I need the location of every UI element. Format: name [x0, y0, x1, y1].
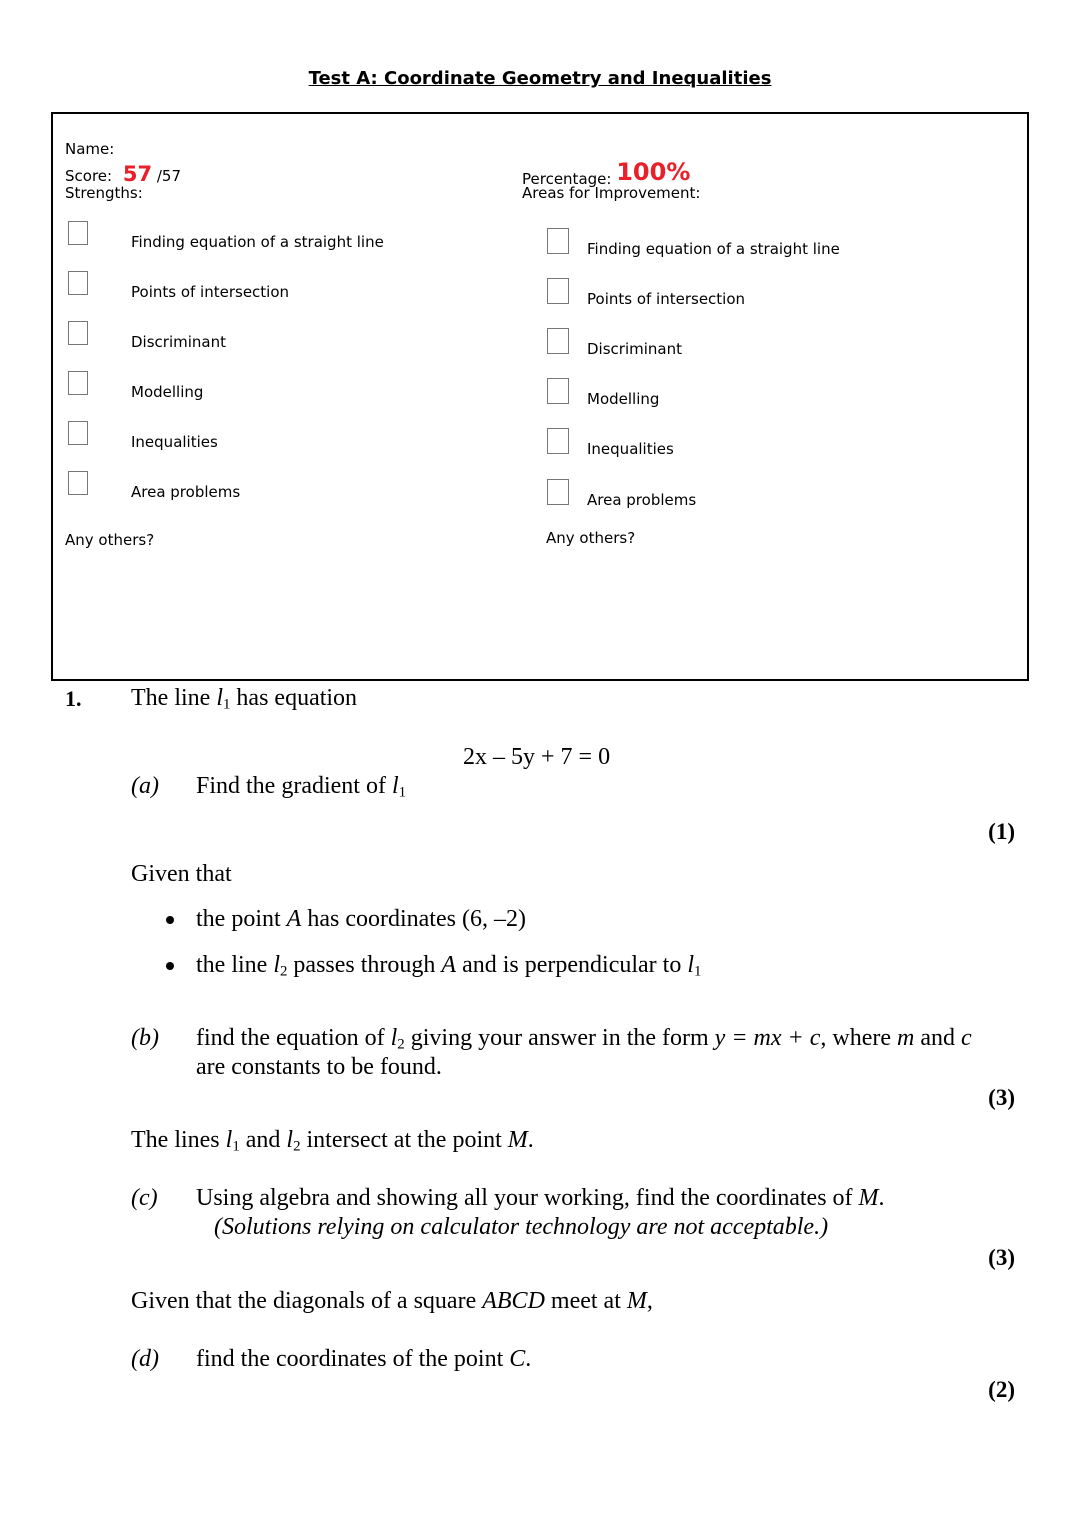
score-label: Score: — [65, 167, 113, 185]
improvement-checkbox-4[interactable] — [547, 378, 569, 404]
improvement-checkbox-3[interactable] — [547, 328, 569, 354]
improvement-checkbox-6[interactable] — [547, 479, 569, 505]
part-d-text: find the coordinates of the point C. — [196, 1346, 532, 1372]
strength-topic-4: Modelling — [131, 383, 204, 401]
strength-checkbox-3[interactable] — [68, 321, 88, 345]
score-row — [65, 162, 181, 186]
part-b-text: find the equation of $l_2$ giving your answer in the form y = mx + c, where m and c — [196, 1025, 972, 1053]
part-a-label: (a) — [131, 773, 159, 799]
improvement-topic-1: Finding equation of a straight line — [587, 240, 840, 258]
part-b-label: (b) — [131, 1025, 159, 1051]
improvement-any-others: Any others? — [546, 529, 636, 547]
name-label: Name: — [65, 140, 115, 158]
line-equation: 2x – 5y + 7 = 0 — [463, 744, 611, 770]
square-statement: Given that the diagonals of a square ABCD meet at M, — [131, 1288, 653, 1314]
bullet-1: the point A has coordinates (6, –2) — [196, 906, 526, 932]
improvement-topic-4: Modelling — [587, 390, 660, 408]
page-title: Test A: Coordinate Geometry and Inequalities — [308, 68, 772, 89]
strength-topic-1: Finding equation of a straight line — [131, 233, 384, 251]
strength-checkbox-2[interactable] — [68, 271, 88, 295]
given-that: Given that — [131, 861, 232, 887]
percentage-label: Percentage: — [522, 170, 612, 188]
strengths-any-others: Any others? — [65, 531, 155, 549]
score-value: 57 — [122, 162, 153, 186]
part-b-marks: (3) — [988, 1085, 1015, 1110]
improvement-checkbox-1[interactable] — [547, 228, 569, 254]
improvement-checkbox-5[interactable] — [547, 428, 569, 454]
part-a-text: Find the gradient of $l_1$ — [196, 773, 407, 801]
part-a-marks: (1) — [988, 819, 1015, 844]
part-d-marks: (2) — [988, 1377, 1015, 1402]
strength-checkbox-5[interactable] — [68, 421, 88, 445]
intersection-statement: The lines $l_1$ and $l_2$ intersect at the point M. — [131, 1127, 534, 1155]
bullet-point-icon — [166, 962, 174, 970]
strength-checkbox-6[interactable] — [68, 471, 88, 495]
strength-checkbox-1[interactable] — [68, 221, 88, 245]
strength-topic-5: Inequalities — [131, 433, 218, 451]
improvement-topic-2: Points of intersection — [587, 290, 746, 308]
question-intro: The line $l_1$ has equation — [131, 685, 358, 713]
part-b-text-line2: are constants to be found. — [196, 1054, 442, 1080]
improvement-topic-5: Inequalities — [587, 440, 674, 458]
strength-topic-6: Area problems — [131, 483, 241, 501]
improvement-topic-6: Area problems — [587, 491, 697, 509]
part-c-label: (c) — [131, 1185, 158, 1211]
bullet-2: the line $l_2$ passes through A and is perpendicular to $l_1$ — [196, 952, 702, 980]
part-c-marks: (3) — [988, 1245, 1015, 1270]
strength-topic-2: Points of intersection — [131, 283, 290, 301]
score-total: /57 — [156, 167, 182, 185]
percentage-value: 100% — [616, 158, 691, 186]
part-d-label: (d) — [131, 1346, 159, 1372]
part-c-note: (Solutions relying on calculator technology are not acceptable.) — [214, 1214, 829, 1240]
improvement-checkbox-2[interactable] — [547, 278, 569, 304]
improvement-topic-3: Discriminant — [587, 340, 682, 358]
strengths-label: Strengths: — [65, 184, 143, 202]
strength-checkbox-4[interactable] — [68, 371, 88, 395]
question-number: 1. — [65, 686, 82, 711]
strength-topic-3: Discriminant — [131, 333, 226, 351]
improvement-label: Areas for Improvement: — [522, 184, 701, 202]
bullet-point-icon — [166, 916, 174, 924]
part-c-text: Using algebra and showing all your working, find the coordinates of M. — [196, 1185, 885, 1211]
